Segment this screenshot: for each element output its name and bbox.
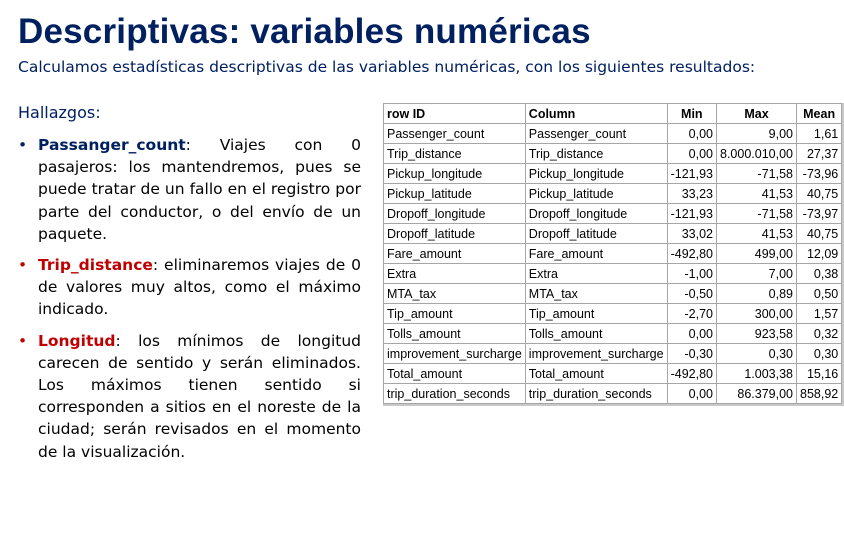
table-row — [384, 384, 842, 404]
cell-mean: 858,92 — [797, 384, 842, 404]
finding-term: Longitud — [38, 331, 116, 350]
header-min: Min — [667, 104, 716, 124]
cell-max: 0,30 — [717, 344, 797, 364]
cell-mean: 0,38 — [797, 264, 842, 284]
cell-mean: 15,16 — [797, 364, 842, 384]
finding-text: : los mínimos de longitud carecen de sentido y serán eliminados. Los máximos tienen sentido si corresponden a sitios en el noreste de la ciudad; serán revisados en el momento de la visualización. — [38, 331, 361, 461]
cell-mean: 0,50 — [797, 284, 842, 304]
cell-min: 0,00 — [667, 144, 716, 164]
cell-mean: 12,09 — [797, 244, 842, 264]
table-row — [384, 344, 842, 364]
table-row — [384, 184, 842, 204]
cell-max: 41,53 — [717, 224, 797, 244]
cell-max: 923,58 — [717, 324, 797, 344]
cell-column: improvement_surcharge — [525, 344, 667, 364]
cell-column: Dropoff_longitude — [525, 204, 667, 224]
cell-max: 0,89 — [717, 284, 797, 304]
header-mean: Mean — [797, 104, 842, 124]
cell-column: Tip_amount — [525, 304, 667, 324]
finding-item — [18, 134, 361, 245]
cell-max: 8.000.010,00 — [717, 144, 797, 164]
cell-min: -492,80 — [667, 364, 716, 384]
cell-column: Tolls_amount — [525, 324, 667, 344]
cell-row-id: Trip_distance — [384, 144, 526, 164]
cell-mean: -73,97 — [797, 204, 842, 224]
cell-column: Extra — [525, 264, 667, 284]
cell-row-id: Passenger_count — [384, 124, 526, 144]
cell-row-id: Dropoff_longitude — [384, 204, 526, 224]
cell-min: -121,93 — [667, 204, 716, 224]
cell-min: 33,02 — [667, 224, 716, 244]
table-row — [384, 144, 842, 164]
cell-min: -121,93 — [667, 164, 716, 184]
header-max: Max — [717, 104, 797, 124]
finding-item — [18, 330, 361, 463]
table-row — [384, 304, 842, 324]
table-row — [384, 164, 842, 184]
cell-min: -492,80 — [667, 244, 716, 264]
cell-column: MTA_tax — [525, 284, 667, 304]
cell-column: Passenger_count — [525, 124, 667, 144]
table-row — [384, 324, 842, 344]
cell-column: Pickup_latitude — [525, 184, 667, 204]
cell-mean: 27,37 — [797, 144, 842, 164]
page-title: Descriptivas: variables numéricas — [18, 12, 591, 51]
table-row — [384, 204, 842, 224]
findings-heading: Hallazgos: — [18, 103, 101, 122]
cell-max: -71,58 — [717, 164, 797, 184]
cell-column: Pickup_longitude — [525, 164, 667, 184]
stats-table-container — [383, 103, 844, 406]
cell-column: Trip_distance — [525, 144, 667, 164]
cell-max: 1.003,38 — [717, 364, 797, 384]
cell-min: -0,50 — [667, 284, 716, 304]
page-subtitle: Calculamos estadísticas descriptivas de las variables numéricas, con los siguientes resultados: — [18, 58, 756, 76]
cell-min: -0,30 — [667, 344, 716, 364]
cell-row-id: Dropoff_latitude — [384, 224, 526, 244]
finding-item — [18, 254, 361, 321]
table-row — [384, 364, 842, 384]
cell-row-id: Total_amount — [384, 364, 526, 384]
cell-row-id: trip_duration_seconds — [384, 384, 526, 404]
cell-row-id: Tolls_amount — [384, 324, 526, 344]
cell-row-id: Tip_amount — [384, 304, 526, 324]
cell-max: 86.379,00 — [717, 384, 797, 404]
finding-text: : Viajes con 0 pasajeros: los mantendremos, pues se puede tratar de un fallo en el registro por parte del conductor, o del envío de un paquete. — [38, 136, 361, 243]
cell-max: 300,00 — [717, 304, 797, 324]
findings-list — [18, 134, 361, 463]
descriptive-stats-table — [383, 103, 842, 404]
table-row — [384, 224, 842, 244]
finding-text: : eliminaremos viajes de 0 de valores muy altos, como el máximo indicado. — [38, 256, 361, 319]
cell-column: Total_amount — [525, 364, 667, 384]
cell-max: -71,58 — [717, 204, 797, 224]
cell-column: trip_duration_seconds — [525, 384, 667, 404]
cell-row-id: improvement_surcharge — [384, 344, 526, 364]
cell-min: -1,00 — [667, 264, 716, 284]
cell-column: Fare_amount — [525, 244, 667, 264]
table-row — [384, 264, 842, 284]
cell-row-id: Extra — [384, 264, 526, 284]
cell-row-id: MTA_tax — [384, 284, 526, 304]
cell-mean: 1,57 — [797, 304, 842, 324]
table-row — [384, 284, 842, 304]
table-row — [384, 244, 842, 264]
bullet-icon: • — [18, 256, 28, 275]
cell-row-id: Pickup_longitude — [384, 164, 526, 184]
cell-max: 7,00 — [717, 264, 797, 284]
findings-section — [18, 103, 361, 472]
cell-mean: 0,32 — [797, 324, 842, 344]
bullet-icon: • — [18, 331, 28, 350]
cell-max: 9,00 — [717, 124, 797, 144]
table-body — [384, 124, 842, 404]
cell-mean: 40,75 — [797, 224, 842, 244]
cell-row-id: Pickup_latitude — [384, 184, 526, 204]
cell-min: -2,70 — [667, 304, 716, 324]
cell-max: 41,53 — [717, 184, 797, 204]
header-column: Column — [525, 104, 667, 124]
cell-mean: -73,96 — [797, 164, 842, 184]
table-header-row — [384, 104, 842, 124]
cell-mean: 40,75 — [797, 184, 842, 204]
cell-mean: 0,30 — [797, 344, 842, 364]
bullet-icon: • — [18, 136, 28, 154]
finding-term: Passanger_count — [38, 136, 186, 154]
cell-min: 33,23 — [667, 184, 716, 204]
cell-min: 0,00 — [667, 384, 716, 404]
cell-max: 499,00 — [717, 244, 797, 264]
cell-column: Dropoff_latitude — [525, 224, 667, 244]
cell-min: 0,00 — [667, 124, 716, 144]
finding-term: Trip_distance — [38, 256, 153, 275]
cell-row-id: Fare_amount — [384, 244, 526, 264]
cell-mean: 1,61 — [797, 124, 842, 144]
header-row-id: row ID — [384, 104, 526, 124]
table-row — [384, 124, 842, 144]
cell-min: 0,00 — [667, 324, 716, 344]
